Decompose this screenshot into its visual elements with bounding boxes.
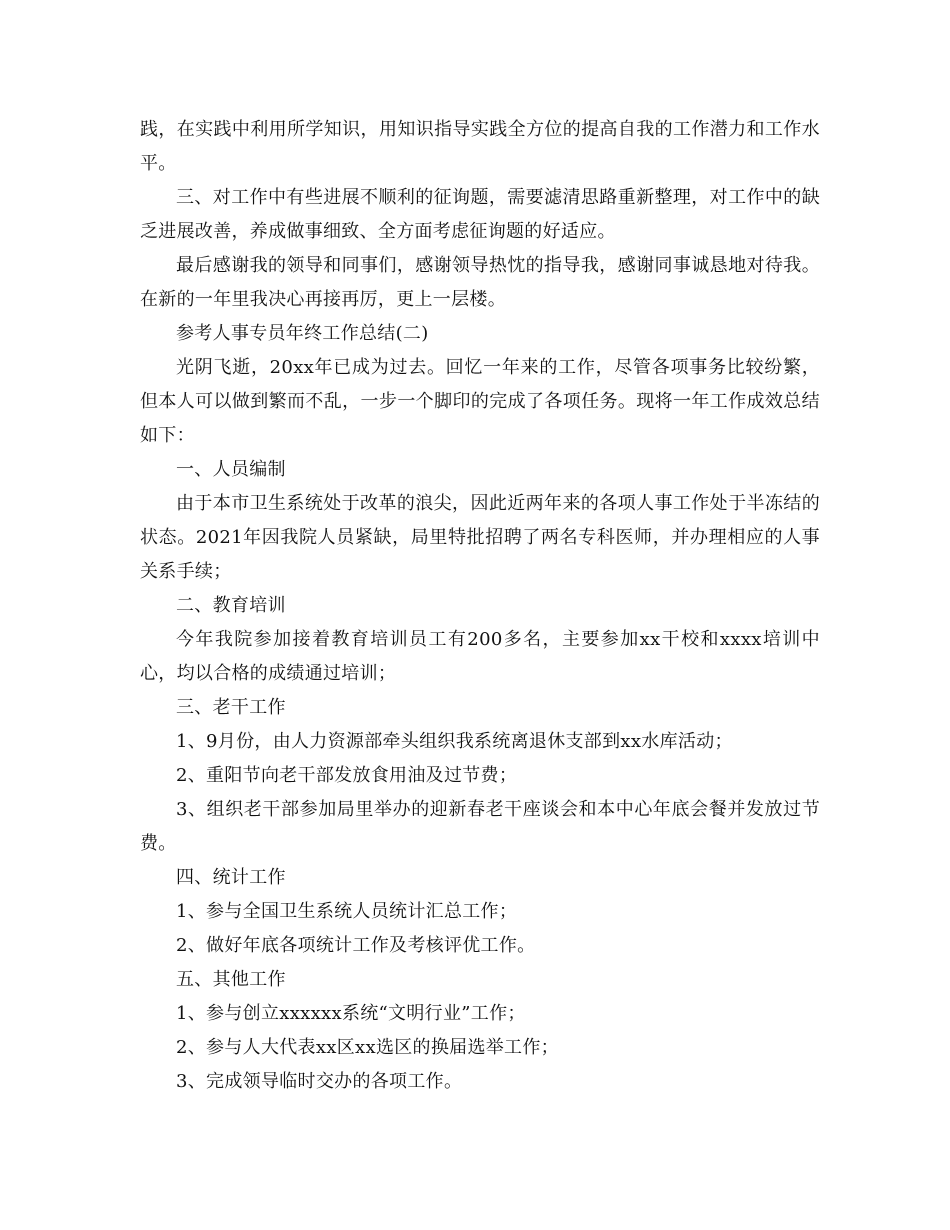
list-item: 1、参与全国卫生系统人员统计汇总工作； — [176, 901, 518, 922]
document-body — [140, 113, 820, 1099]
heading-other-work: 五、其他工作 — [176, 969, 286, 990]
paragraph-continuation: 践，在实践中利用所学知识，用知识指导实践全方位的提高自我的工作潜力和工作水平。 — [140, 119, 820, 174]
list-item: 1、参与创立xxxxxx系统“文明行业”工作； — [176, 1003, 526, 1024]
list-item: 3、完成领导临时交办的各项工作。 — [176, 1071, 463, 1092]
section-title: 参考人事专员年终工作总结(二) — [176, 323, 429, 344]
list-item: 2、重阳节向老干部发放食用油及过节费； — [176, 765, 518, 786]
list-item: 3、组织老干部参加局里举办的迎新春老干座谈会和本中心年底会餐并发放过节费。 — [140, 799, 820, 854]
list-item: 2、做好年底各项统计工作及考核评优工作。 — [176, 935, 536, 956]
paragraph-closing-thanks: 最后感谢我的领导和同事们，感谢领导热忱的指导我，感谢同事诚恳地对待我。在新的一年里我决心再接再厉，更上一层楼。 — [140, 255, 820, 310]
paragraph-point-three: 三、对工作中有些进展不顺利的征询题，需要滤清思路重新整理，对工作中的缺乏进展改善，养成做事细致、全方面考虑征询题的好适应。 — [140, 187, 820, 242]
heading-staffing: 一、人员编制 — [176, 459, 286, 480]
heading-retired-cadres: 三、老干工作 — [176, 697, 286, 718]
paragraph-staffing: 由于本市卫生系统处于改革的浪尖，因此近两年来的各项人事工作处于半冻结的状态。2021年因我院人员紧缺，局里特批招聘了两名专科医师，并办理相应的人事关系手续； — [140, 493, 820, 582]
list-item: 2、参与人大代表xx区xx选区的换届选举工作； — [176, 1037, 559, 1058]
paragraph-intro: 光阴飞逝，20xx年已成为过去。回忆一年来的工作，尽管各项事务比较纷繁，但本人可以做到繁而不乱，一步一个脚印的完成了各项任务。现将一年工作成效总结如下： — [140, 357, 820, 446]
paragraph-training: 今年我院参加接着教育培训员工有200多名，主要参加xx干校和xxxx培训中心，均以合格的成绩通过培训； — [140, 629, 820, 684]
list-item: 1、9月份，由人力资源部牵头组织我系统离退休支部到xx水库活动； — [176, 731, 733, 752]
heading-training: 二、教育培训 — [176, 595, 286, 616]
heading-statistics: 四、统计工作 — [176, 867, 286, 888]
